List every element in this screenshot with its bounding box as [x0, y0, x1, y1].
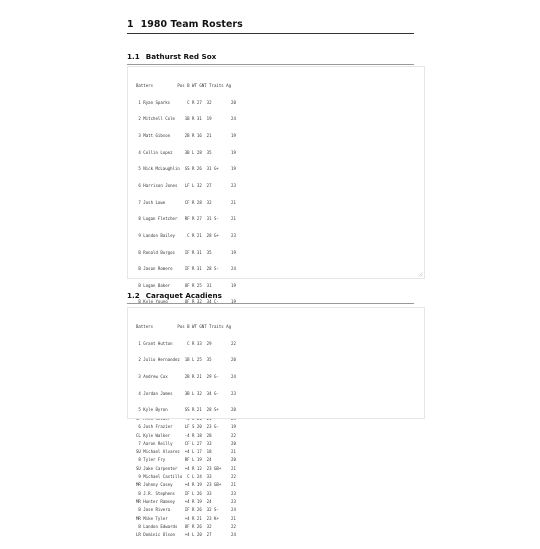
- batter-row: 7 Josh Lowe CF R 28 32 21: [136, 199, 236, 205]
- batter-row: B Jason Romero IF R 31 28 S- 24: [136, 266, 236, 272]
- pitcher-row: MR Hunter Ramsey +4 R 19 24 23: [136, 499, 236, 505]
- batter-row: 4 Collin Lopez 3B L 28 35 19: [136, 149, 236, 155]
- roster-text: [136, 313, 236, 540]
- batter-row: B Kyle Young OF R 32 34 C- 19: [136, 299, 236, 305]
- team-name: Caraquet Acadiens: [145, 291, 222, 300]
- resize-grip-icon[interactable]: [418, 272, 423, 277]
- team-name: Bathurst Red Sox: [145, 52, 217, 61]
- batter-row: 9 Michael Castillo C L 24 33 22: [136, 473, 236, 479]
- section-title: 1980 Team Rosters: [140, 19, 243, 30]
- batter-row: 2 Julio Hernandez 1B L 25 35 20: [136, 357, 236, 363]
- batter-row: 9 Landon Bailey C R 21 28 G+ 23: [136, 232, 236, 238]
- team-heading-caraquet: [127, 291, 414, 304]
- batter-row: 8 Tyler Fry RF L 19 24 20: [136, 457, 236, 463]
- batter-row: 3 Andrew Cox 2B R 21 29 G- 24: [136, 374, 236, 380]
- pitcher-row: CL Kyle Walker -4 R 18 28 22: [136, 432, 236, 438]
- team-heading-bathurst: [127, 52, 414, 65]
- section-heading: [127, 19, 414, 34]
- section-number: 1: [127, 19, 134, 30]
- batter-row: 7 Aaron Reilly CF L 27 33 20: [136, 440, 236, 446]
- batter-row: B J.R. Stephens IF L 26 33 23: [136, 490, 236, 496]
- batters-header: Batters Pos B WT GNT Traits Ag: [136, 324, 232, 330]
- batter-row: B Jose Rivera IF R 26 32 S- 24: [136, 507, 236, 513]
- batter-row: 6 Josh Frazier LF S 20 23 G- 19: [136, 423, 236, 429]
- batter-row: B Landon Edwards OF R 26 32 22: [136, 523, 236, 529]
- batter-row: B Logan Baker OF R 25 31 19: [136, 282, 236, 288]
- batter-row: 3 Matt Gibson 2B R 16 21 19: [136, 133, 236, 139]
- batter-row: 4 Jordan James 3B L 32 34 G- 23: [136, 390, 236, 396]
- batters-header: Batters Pos B WT GNT Traits Ag: [136, 83, 232, 89]
- pitcher-row: LR Dominic Olson +4 L 20 27 24: [136, 532, 236, 538]
- team-number: 1.2: [127, 291, 140, 300]
- batter-row: 6 Harrison Jones LF L 32 27 23: [136, 182, 236, 188]
- pitcher-row: SU Michael Alvarez +4 L 17 18 21: [136, 449, 236, 455]
- pitcher-row: SU Jake Carpenter +4 R 12 23 GB+ 21: [136, 465, 236, 471]
- pitcher-row: MR Johnny Casey +4 R 19 23 GB+ 21: [136, 482, 236, 488]
- batter-row: B Ronald Burgos IF R 31 35 19: [136, 249, 236, 255]
- batter-row: 1 Grant Hutton C R 33 29 22: [136, 340, 236, 346]
- team-number: 1.1: [127, 52, 140, 61]
- batter-row: 5 Kyle Byron SS R 21 28 S+ 20: [136, 407, 236, 413]
- batter-row: 8 Logan Fletcher RF R 27 31 S- 21: [136, 216, 236, 222]
- pitcher-row: MR Mike Tyler +4 R 21 23 K+ 21: [136, 515, 236, 521]
- batter-row: 1 Ryan Sparks C R 27 32 20: [136, 99, 236, 105]
- batter-row: 5 Nick McLaughlin SS R 26 31 G+ 19: [136, 166, 236, 172]
- batter-row: 2 Mitchell Cole 1B R 31 19 24: [136, 116, 236, 122]
